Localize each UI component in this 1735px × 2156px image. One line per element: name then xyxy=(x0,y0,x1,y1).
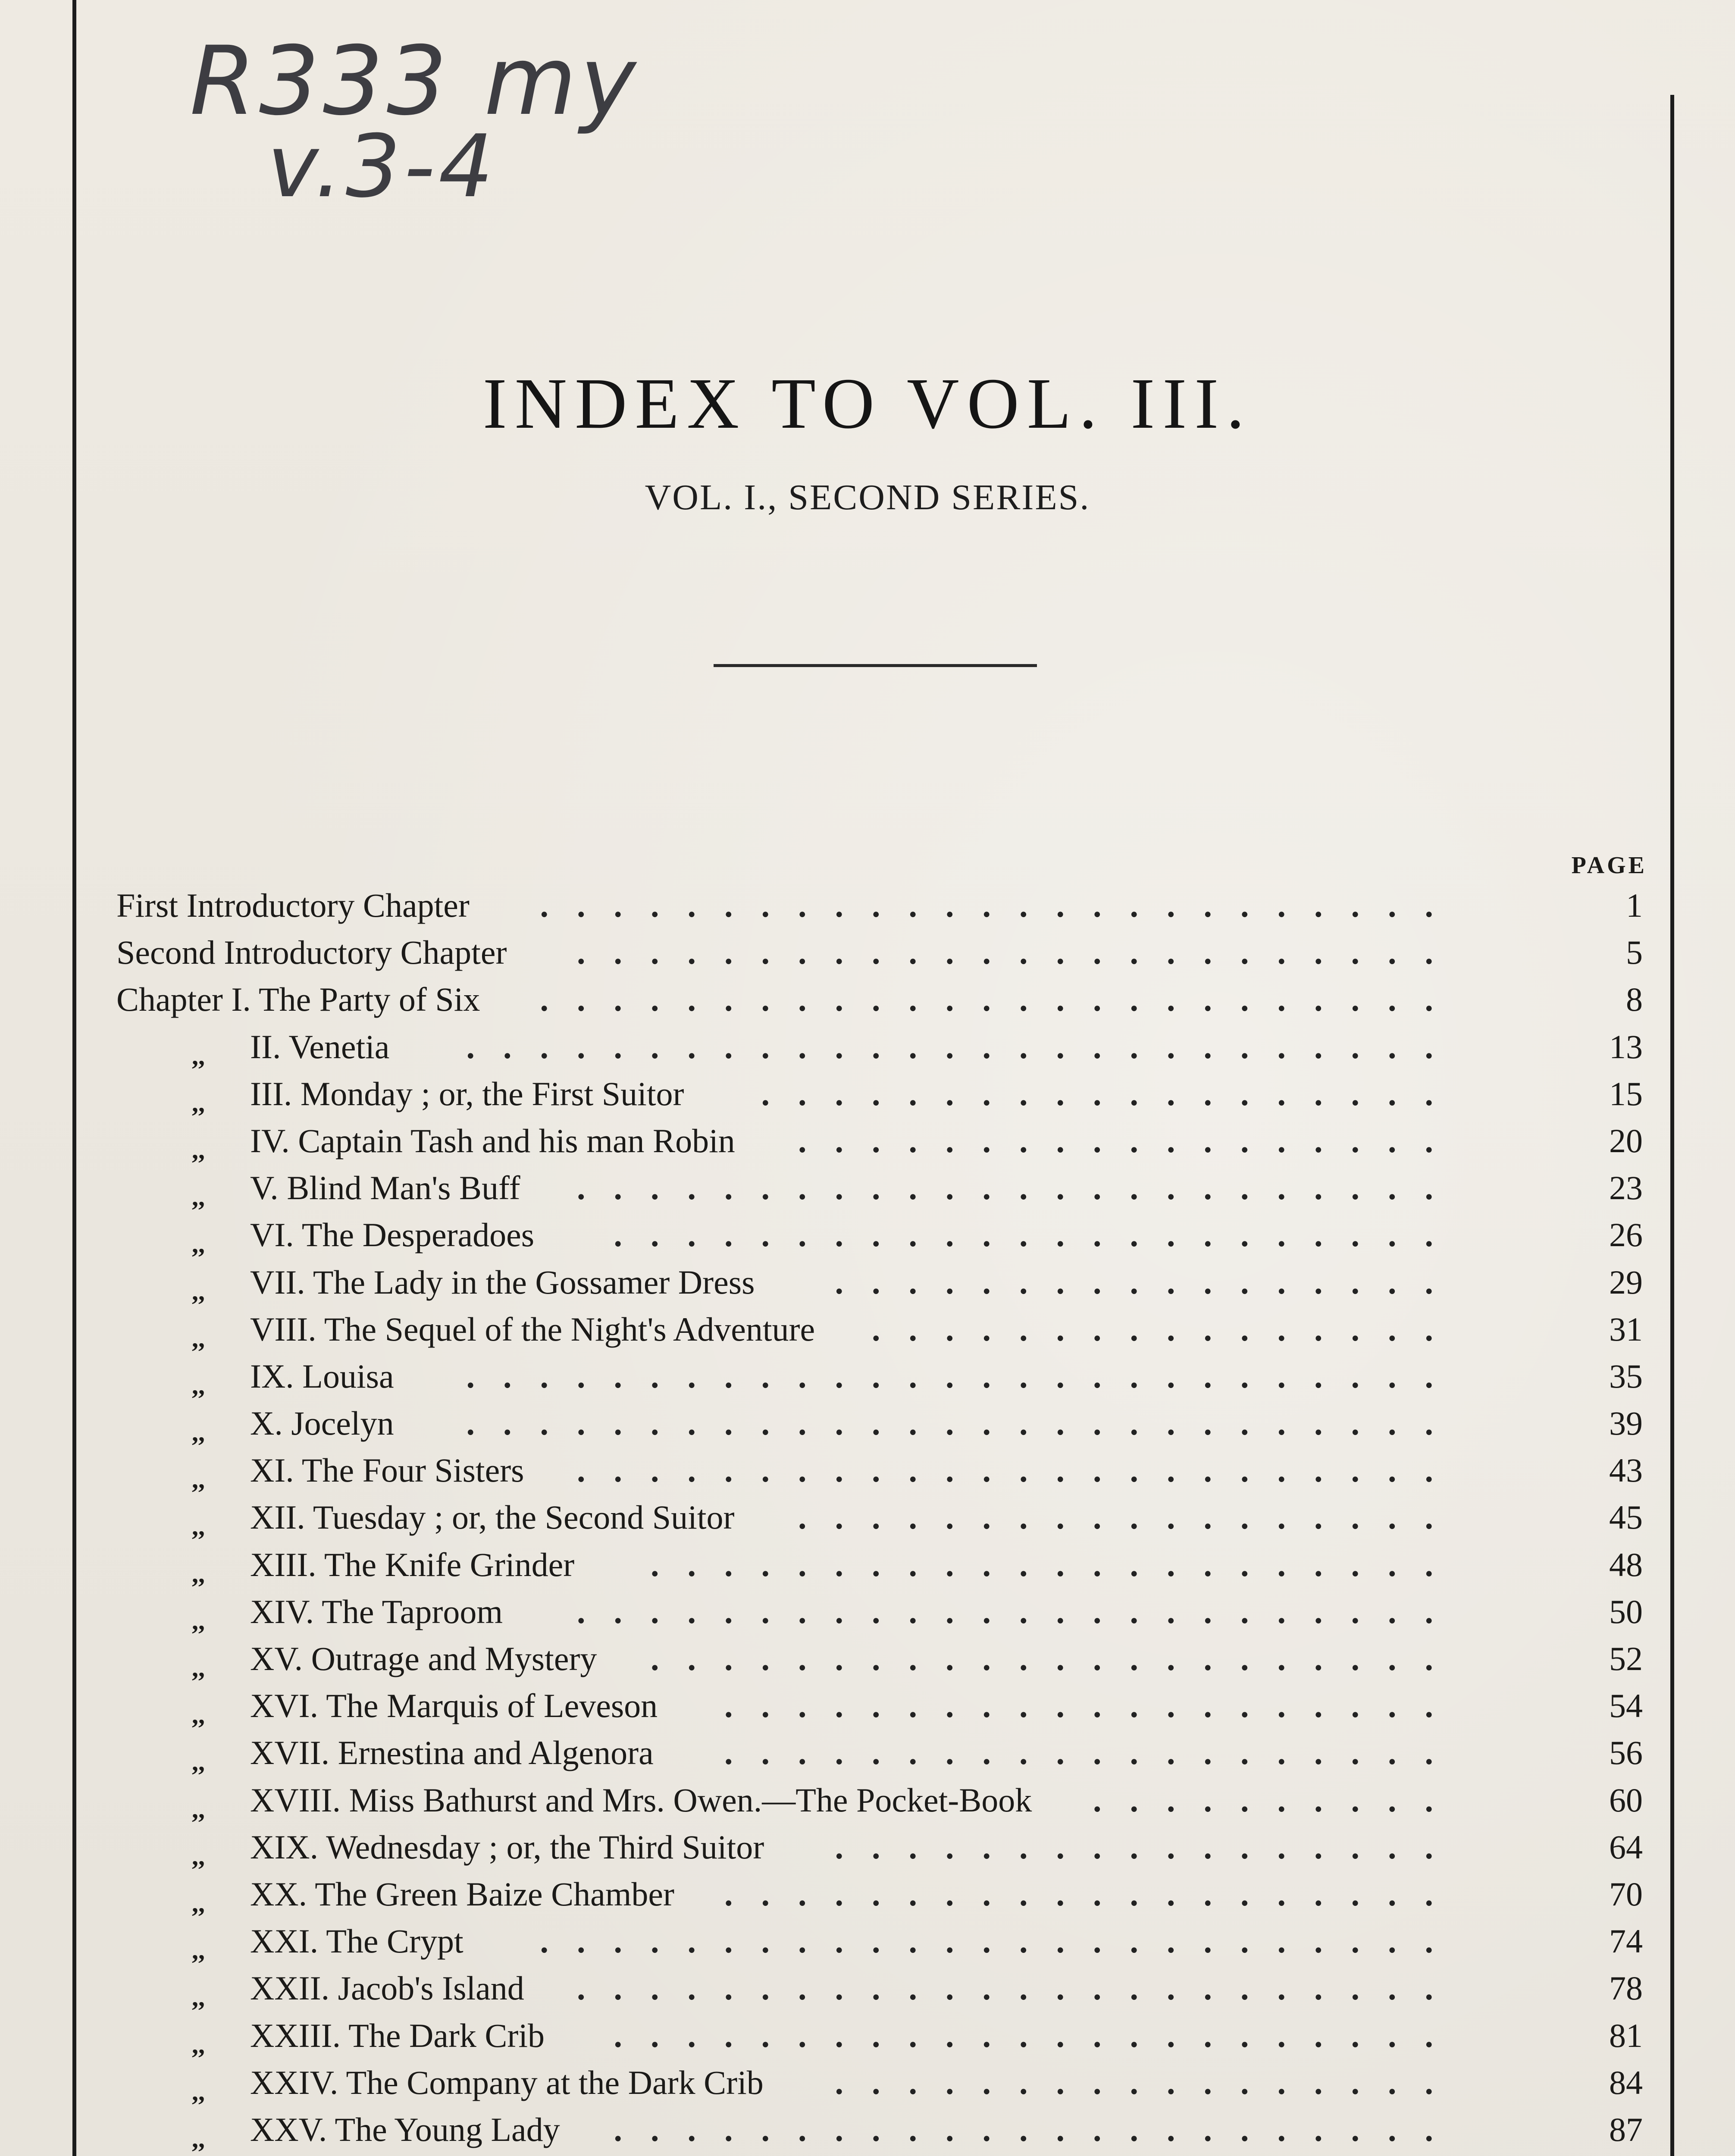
toc-entry-title: XII. Tuesday ; or, the Second Suitor xyxy=(250,1498,735,1536)
toc-entry-title xyxy=(250,2153,599,2156)
ditto-mark: ,, xyxy=(192,1041,205,1070)
leader-dots: .................. xyxy=(798,1498,1462,1536)
leader-dots: ......................... xyxy=(540,981,1462,1018)
ditto-mark: ,, xyxy=(192,1371,205,1400)
ditto-mark: ,, xyxy=(192,1983,205,2012)
toc-entry-page: 81 xyxy=(1609,2016,1643,2054)
handwritten-line-1: R333 my xyxy=(190,26,640,136)
toc-entry-title: X. Jocelyn xyxy=(250,1404,394,1442)
ditto-mark: ,, xyxy=(192,2077,205,2106)
toc-entry xyxy=(116,976,1643,1023)
toc-entry-page: 84 xyxy=(1609,2063,1643,2101)
toc-entry-title: XVI. The Marquis of Leveson xyxy=(250,1687,658,1725)
leader-dots: ........................ xyxy=(577,934,1462,971)
leader-dots: ......................... xyxy=(540,887,1462,924)
toc-entry-title: XV. Outrage and Mystery xyxy=(250,1640,597,1677)
toc-entry-title: XIII. The Knife Grinder xyxy=(250,1545,575,1583)
toc-entry xyxy=(116,1918,1643,1965)
leader-dots: ...................... xyxy=(651,1545,1462,1583)
ditto-mark: ,, xyxy=(192,1936,205,1965)
ditto-mark: ,, xyxy=(192,1606,205,1635)
leader-dots: ................... xyxy=(761,1075,1462,1112)
toc-entry xyxy=(116,1070,1643,1117)
toc-entry xyxy=(116,2012,1643,2059)
toc-entry-page: 43 xyxy=(1609,1451,1643,1489)
toc-entry xyxy=(116,1541,1643,1588)
ditto-mark: ,, xyxy=(192,1465,205,1494)
ditto-mark: ,, xyxy=(192,1559,205,1588)
leader-dots xyxy=(651,2153,1462,2156)
toc-entry xyxy=(116,1447,1643,1494)
toc-entry-page: 48 xyxy=(1609,1545,1643,1583)
handwritten-call-number xyxy=(190,26,640,217)
ditto-mark: ,, xyxy=(192,1418,205,1447)
toc-entry-title: XXI. The Crypt xyxy=(250,1922,464,1960)
ditto-mark: ,, xyxy=(192,1135,205,1164)
leader-dots: .................... xyxy=(724,1734,1462,1772)
toc-entry-title: IX. Louisa xyxy=(250,1357,394,1395)
toc-entry-title: XXIV. The Company at the Dark Crib xyxy=(250,2063,764,2101)
toc-entry-title: XXII. Jacob's Island xyxy=(250,1969,524,2007)
leader-dots: ....................... xyxy=(614,1216,1462,1254)
leader-dots: ...................... xyxy=(651,1640,1462,1677)
leader-dots: .......... xyxy=(1093,1781,1462,1819)
toc-entry-title: Second Introductory Chapter xyxy=(116,934,507,971)
toc-entry-page: 5 xyxy=(1626,934,1643,971)
toc-entry-title: XIX. Wednesday ; or, the Third Suitor xyxy=(250,1828,764,1866)
ditto-mark: ,, xyxy=(192,1277,205,1306)
toc-entry-page: 35 xyxy=(1609,1357,1643,1395)
ditto-mark: ,, xyxy=(192,1183,205,1212)
toc-entry xyxy=(116,1023,1643,1070)
leader-dots: ......................... xyxy=(540,1922,1462,1960)
toc-entry-title: VII. The Lady in the Gossamer Dress xyxy=(250,1263,755,1301)
ditto-mark: ,, xyxy=(192,1512,205,1541)
toc-entry-page: 39 xyxy=(1609,1404,1643,1442)
leader-dots: ....................... xyxy=(614,2110,1462,2148)
toc-entry-title: XI. The Four Sisters xyxy=(250,1451,524,1489)
toc-entry-page: 45 xyxy=(1609,1498,1643,1536)
toc-entry-page: 54 xyxy=(1609,1687,1643,1725)
toc-entry-title: IV. Captain Tash and his man Robin xyxy=(250,1122,735,1159)
toc-entry-page: 78 xyxy=(1609,1969,1643,2007)
leader-dots: ................. xyxy=(835,1263,1462,1301)
toc-entry xyxy=(116,1777,1643,1824)
leader-dots: ........................ xyxy=(577,1969,1462,2007)
toc-entry xyxy=(116,1729,1643,1776)
leader-dots: ........................ xyxy=(577,1592,1462,1630)
toc-entry-page: 52 xyxy=(1609,1640,1643,1677)
divider-rule xyxy=(714,664,1037,667)
toc-entry xyxy=(116,1164,1643,1211)
toc-entry-page: 60 xyxy=(1609,1781,1643,1819)
toc-entry xyxy=(116,1635,1643,1682)
toc-entry-page: 8 xyxy=(1626,981,1643,1018)
toc-entry-title: XVII. Ernestina and Algenora xyxy=(250,1734,654,1772)
toc-entry-page: 50 xyxy=(1609,1592,1643,1630)
toc-entry-page: 64 xyxy=(1609,1828,1643,1866)
toc-entry xyxy=(116,1871,1643,1918)
toc-entry xyxy=(116,1353,1643,1400)
ditto-mark: ,, xyxy=(192,1842,205,1871)
leader-dots: ........................ xyxy=(577,1451,1462,1489)
leader-dots: ................. xyxy=(835,2063,1462,2101)
toc-entry-title: III. Monday ; or, the First Suitor xyxy=(250,1075,684,1112)
toc-entry-title: II. Venetia xyxy=(250,1028,390,1065)
leader-dots: ................. xyxy=(835,1828,1462,1866)
ditto-mark: ,, xyxy=(192,1088,205,1117)
toc-entry-title: First Introductory Chapter xyxy=(116,887,470,924)
toc-entry-page: 70 xyxy=(1609,1875,1643,1913)
toc-entry xyxy=(116,1494,1643,1541)
ditto-mark: ,, xyxy=(192,1889,205,1918)
page-title: INDEX TO VOL. III. xyxy=(482,364,1253,444)
leader-dots: ........................... xyxy=(466,1404,1462,1442)
page-subtitle: VOL. I., SECOND SERIES. xyxy=(645,477,1090,517)
toc-entry-title: XVIII. Miss Bathurst and Mrs. Owen.—The Pocket-Book xyxy=(250,1781,1032,1819)
leader-dots: ................ xyxy=(872,1310,1462,1348)
leader-dots: .................. xyxy=(798,1122,1462,1159)
ditto-mark: ,, xyxy=(192,1324,205,1353)
ditto-mark: ,, xyxy=(192,1795,205,1824)
toc-entry xyxy=(116,2059,1643,2106)
toc-entry-page: 20 xyxy=(1609,1122,1643,1159)
ditto-mark: ,, xyxy=(192,1654,205,1682)
toc-entry-page: 74 xyxy=(1609,1922,1643,1960)
leader-dots: ........................ xyxy=(577,1169,1462,1207)
toc-entry-title: XXIII. The Dark Crib xyxy=(250,2016,545,2054)
toc-entry xyxy=(116,1588,1643,1635)
page-column-heading: PAGE xyxy=(1571,852,1647,879)
toc-entry-page: 15 xyxy=(1609,1075,1643,1112)
toc-entry-title: VI. The Desperadoes xyxy=(250,1216,535,1254)
leader-dots: ........................... xyxy=(466,1028,1462,1065)
leader-dots: .................... xyxy=(724,1687,1462,1725)
table-of-contents xyxy=(116,882,1643,2156)
ditto-mark: ,, xyxy=(192,2030,205,2059)
toc-entry xyxy=(116,882,1643,929)
toc-entry xyxy=(116,929,1643,976)
toc-entry-title: V. Blind Man's Buff xyxy=(250,1169,520,1207)
toc-entry-page xyxy=(1531,2153,1643,2156)
toc-entry-page: 29 xyxy=(1609,1263,1643,1301)
toc-entry xyxy=(116,2153,1643,2156)
toc-entry-page: 23 xyxy=(1609,1169,1643,1207)
toc-entry-title: VIII. The Sequel of the Night's Adventure xyxy=(250,1310,815,1348)
toc-entry-page: 56 xyxy=(1609,1734,1643,1772)
toc-entry-page: 87 xyxy=(1609,2110,1643,2148)
toc-entry-page: 1 xyxy=(1626,887,1643,924)
toc-entry xyxy=(116,1824,1643,1871)
toc-entry-page: 31 xyxy=(1609,1310,1643,1348)
toc-entry-title: XXV. The Young Lady xyxy=(250,2110,560,2148)
ditto-mark: ,, xyxy=(192,1748,205,1777)
toc-entry xyxy=(116,1306,1643,1353)
leader-dots: .................... xyxy=(724,1875,1462,1913)
toc-entry xyxy=(116,1259,1643,1306)
toc-entry xyxy=(116,1211,1643,1258)
toc-entry xyxy=(116,2106,1643,2153)
toc-entry xyxy=(116,1400,1643,1447)
toc-entry xyxy=(116,1117,1643,1164)
toc-entry-title: XX. The Green Baize Chamber xyxy=(250,1875,675,1913)
toc-entry-title: XIV. The Taproom xyxy=(250,1592,503,1630)
leader-dots: ........................... xyxy=(466,1357,1462,1395)
toc-entry xyxy=(116,1965,1643,2012)
toc-entry-page: 13 xyxy=(1609,1028,1643,1065)
toc-entry-page: 26 xyxy=(1609,1216,1643,1254)
handwritten-line-2: v.3-4 xyxy=(267,116,497,217)
ditto-mark: ,, xyxy=(192,1701,205,1730)
leader-dots: ....................... xyxy=(614,2016,1462,2054)
ditto-mark: ,, xyxy=(192,1230,205,1259)
toc-entry-title: Chapter I. The Party of Six xyxy=(116,981,480,1018)
toc-entry xyxy=(116,1682,1643,1729)
page-border-left xyxy=(72,0,76,2156)
ditto-mark: ,, xyxy=(192,2124,205,2153)
